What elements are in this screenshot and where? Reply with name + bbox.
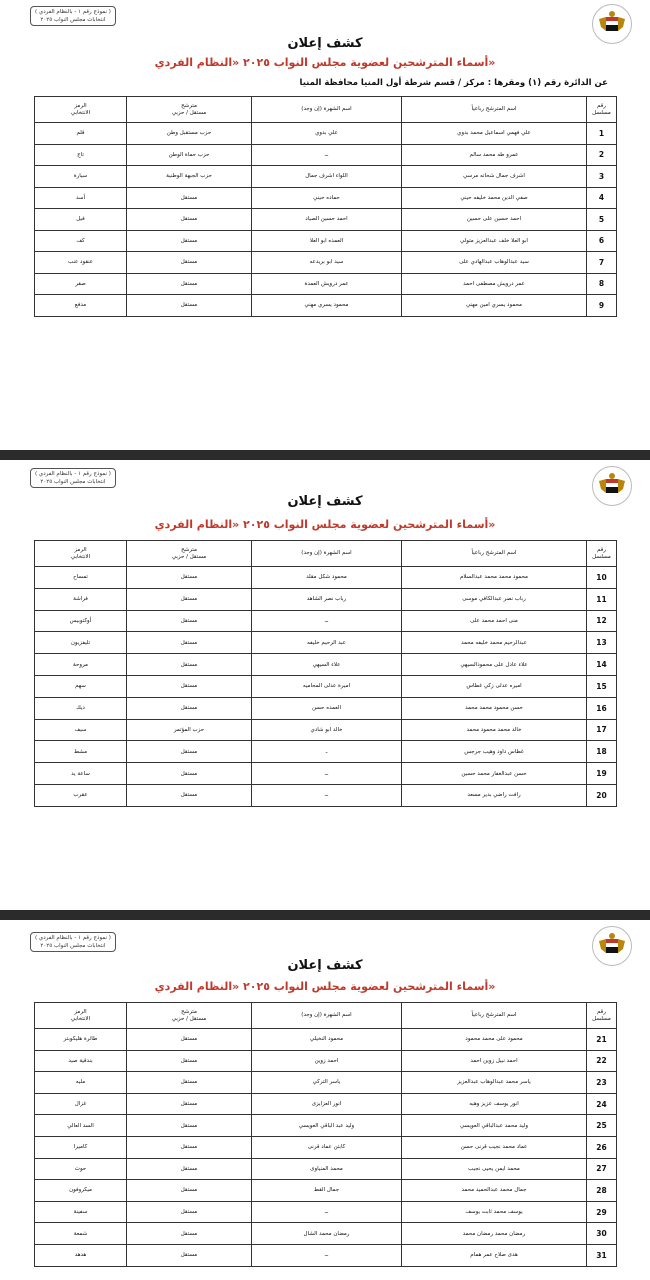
table-row (35, 273, 617, 295)
candidate-name: احمد نبيل زوين احمد (402, 1050, 587, 1072)
election-symbol: عنقود عنب (35, 252, 127, 274)
table-row (35, 632, 617, 654)
symbol-header-line: الانتخابي (70, 553, 91, 560)
candidate-nickname: كابتن عماد قرنى (252, 1136, 402, 1158)
page-title: كشف إعلان (287, 36, 363, 51)
table-row (35, 295, 617, 317)
election-symbol: شمعة (35, 1223, 127, 1245)
stamp-line: انتخابات مجلس النواب ٢٠٢٥ (40, 17, 106, 23)
candidate-type: مستقل (127, 763, 252, 785)
table-row (35, 187, 617, 209)
row-number: 1 (587, 123, 617, 145)
election-symbol: فيل (35, 209, 127, 231)
election-symbol: سيف (35, 719, 127, 741)
candidate-type-header-line: مستقل / حزبي (171, 109, 207, 116)
num-header (587, 541, 617, 567)
row-number: 21 (587, 1029, 617, 1051)
num-header-line: مسلسل (592, 109, 611, 116)
table-row (35, 1050, 617, 1072)
candidate-name: عماد محمد نجيب قرنى حسن (402, 1136, 587, 1158)
candidate-nickname: محمود يسري مهني (252, 295, 402, 317)
num-header (587, 1003, 617, 1029)
candidate-type: مستقل (127, 741, 252, 763)
election-symbol: كاميرا (35, 1136, 127, 1158)
candidate-name: علاء عادل على محمودالسيهي (402, 654, 587, 676)
candidate-nickname: علي بدوي (252, 123, 402, 145)
election-symbol: مشط (35, 741, 127, 763)
candidate-type: مستقل (127, 1093, 252, 1115)
election-symbol: هدهد (35, 1244, 127, 1266)
table-row (35, 1072, 617, 1094)
candidate-name: خالد محمد محمود محمد (402, 719, 587, 741)
num-header-line: مسلسل (592, 553, 611, 560)
row-number: 6 (587, 230, 617, 252)
candidate-nickname: محمود النخيلي (252, 1029, 402, 1051)
page-subtitle: أسماء المترشحين لعضوية مجلس النواب ٢٠٢٥ «النظام الفردي» (154, 980, 496, 993)
candidate-nickname: ــ (252, 144, 402, 166)
candidate-type-header-line: مترشح (181, 546, 197, 553)
candidate-type-header (127, 1003, 252, 1029)
candidate-name: محمود على محمد محمود (402, 1029, 587, 1051)
candidate-nickname: اميرة عدلى المحاميه (252, 675, 402, 697)
election-symbol: مليه (35, 1072, 127, 1094)
candidate-name: ياسر محمد عبدالوهاب عبدالعزيز (402, 1072, 587, 1094)
candidate-name: محمود يسري امين مهني (402, 295, 587, 317)
candidate-nickname: محمود شكل مقلد (252, 567, 402, 589)
candidate-name: انور يوسف عزيز وهبه (402, 1093, 587, 1115)
candidate-name: عمرو طه محمد سالم (402, 144, 587, 166)
candidate-name: احمد حسين على حسين (402, 209, 587, 231)
election-symbol: قلم (35, 123, 127, 145)
candidate-type: حزب المؤتمر (127, 719, 252, 741)
table-row (35, 719, 617, 741)
table-row (35, 1115, 617, 1137)
election-symbol: مدفع (35, 295, 127, 317)
table-row (35, 1029, 617, 1051)
election-symbol: تليفزيون (35, 632, 127, 654)
candidate-name: هدى صلاح عمر همام (402, 1244, 587, 1266)
candidate-nickname: العمده ابو العلا (252, 230, 402, 252)
candidate-name: يوسف محمد ثابت يوسف (402, 1201, 587, 1223)
candidate-type: مستقل (127, 1029, 252, 1051)
table-row (35, 1223, 617, 1245)
candidate-name: صفي الدين محمد خليفه حيني (402, 187, 587, 209)
table-row (35, 675, 617, 697)
election-symbol: السد العالي (35, 1115, 127, 1137)
candidate-nickname: انور العزايزى (252, 1093, 402, 1115)
table-header-row (35, 97, 617, 123)
election-symbol: غزال (35, 1093, 127, 1115)
election-symbol: أسد (35, 187, 127, 209)
candidate-type: حزب مستقبل وطن (127, 123, 252, 145)
candidate-name: جمال محمد عبدالحميد محمد (402, 1180, 587, 1202)
candidate-nickname: رمضان محمد الشال (252, 1223, 402, 1245)
stamp-line: ( نموذج رقم ١ - بالنظام الفردي ) (35, 935, 111, 941)
table-row (35, 1180, 617, 1202)
candidate-type: مستقل (127, 588, 252, 610)
candidate-type: مستقل (127, 187, 252, 209)
election-symbol: كف (35, 230, 127, 252)
candidate-type: مستقل (127, 273, 252, 295)
row-number: 11 (587, 588, 617, 610)
candidate-type: مستقل (127, 1050, 252, 1072)
candidate-type: مستقل (127, 1115, 252, 1137)
candidate-nickname: عبد الرحيم خليفه (252, 632, 402, 654)
num-header (587, 97, 617, 123)
election-symbol: سيارة (35, 166, 127, 188)
candidate-type: مستقل (127, 632, 252, 654)
table-row (35, 1136, 617, 1158)
row-number: 8 (587, 273, 617, 295)
stamp-line: انتخابات مجلس النواب ٢٠٢٥ (40, 479, 106, 485)
row-number: 9 (587, 295, 617, 317)
row-number: 3 (587, 166, 617, 188)
candidate-nickname: محمد المنياوى (252, 1158, 402, 1180)
symbol-header-line: الانتخابي (70, 109, 91, 116)
page-subtitle: أسماء المترشحين لعضوية مجلس النواب ٢٠٢٥ «النظام الفردي» (154, 56, 496, 69)
candidate-type: مستقل (127, 675, 252, 697)
candidate-nickname: ــ (252, 1201, 402, 1223)
symbol-header-line: الرمز (74, 102, 87, 109)
table-header-row (35, 1003, 617, 1029)
row-number: 10 (587, 567, 617, 589)
symbol-header-line: الانتخابي (70, 1015, 91, 1022)
table-row (35, 610, 617, 632)
page-subtitle: أسماء المترشحين لعضوية مجلس النواب ٢٠٢٥ «النظام الفردي» (154, 518, 496, 531)
candidate-nickname: العمده حسن (252, 697, 402, 719)
table-row (35, 654, 617, 676)
candidate-nickname: جمال القط (252, 1180, 402, 1202)
candidate-type: مستقل (127, 654, 252, 676)
candidate-type: مستقل (127, 697, 252, 719)
row-number: 24 (587, 1093, 617, 1115)
table-row (35, 144, 617, 166)
election-symbol: فراشة (35, 588, 127, 610)
candidate-nickname: ياسر التركي (252, 1072, 402, 1094)
table-row (35, 1158, 617, 1180)
election-symbol: حوت (35, 1158, 127, 1180)
row-number: 5 (587, 209, 617, 231)
candidate-nickname: وليد عبد الباقي العويسي (252, 1115, 402, 1137)
row-number: 19 (587, 763, 617, 785)
symbol-header (35, 97, 127, 123)
candidate-name: اشرف جمال شحاته مرسي (402, 166, 587, 188)
candidate-name: سيد عبدالوهاب عبدالهادي على (402, 252, 587, 274)
row-number: 26 (587, 1136, 617, 1158)
document-page-3 (0, 920, 650, 1280)
table-row (35, 741, 617, 763)
nickname-header: اسم الشهرة (إن وجد) (252, 97, 402, 123)
row-number: 31 (587, 1244, 617, 1266)
candidate-nickname: رباب نصر الشاهد (252, 588, 402, 610)
candidate-type: مستقل (127, 209, 252, 231)
name-header: اسم المترشح رباعياً (402, 541, 587, 567)
district-line: عن الدائرة رقم (١) ومقرها : مركز / قسم شرطة أول المنيا محافظة المنيا (299, 78, 608, 88)
table-row (35, 567, 617, 589)
page-separator (0, 910, 650, 920)
candidate-type: مستقل (127, 1136, 252, 1158)
stamp-line: ( نموذج رقم ١ - بالنظام الفردي ) (35, 471, 111, 477)
row-number: 14 (587, 654, 617, 676)
row-number: 12 (587, 610, 617, 632)
candidate-name: محمد ايمن يحيى نجيب (402, 1158, 587, 1180)
row-number: 22 (587, 1050, 617, 1072)
stamp-line: انتخابات مجلس النواب ٢٠٢٥ (40, 943, 106, 949)
candidate-name: رمضان محمد رمضان محمد (402, 1223, 587, 1245)
candidate-type: حزب الجبهة الوطنية (127, 166, 252, 188)
candidate-type: مستقل (127, 1158, 252, 1180)
row-number: 15 (587, 675, 617, 697)
table-header-row (35, 541, 617, 567)
row-number: 17 (587, 719, 617, 741)
candidate-nickname: احمد حسين الصياد (252, 209, 402, 231)
candidate-name: اميره عدلى زكي غطاس (402, 675, 587, 697)
election-symbol: تاج (35, 144, 127, 166)
election-symbol: بندقية صيد (35, 1050, 127, 1072)
table-row (35, 697, 617, 719)
election-symbol: تمساح (35, 567, 127, 589)
form-stamp (30, 6, 116, 26)
candidate-type: مستقل (127, 1201, 252, 1223)
row-number: 13 (587, 632, 617, 654)
candidate-type-header-line: مترشح (181, 102, 197, 109)
candidate-nickname: اللواء اشرف جمال (252, 166, 402, 188)
row-number: 16 (587, 697, 617, 719)
candidate-name: رافت راضي بدير مسعد (402, 784, 587, 806)
row-number: 20 (587, 784, 617, 806)
row-number: 4 (587, 187, 617, 209)
candidate-nickname: سيد ابو بريدعه (252, 252, 402, 274)
form-stamp (30, 932, 116, 952)
candidate-type-header-line: مستقل / حزبي (171, 1015, 207, 1022)
candidate-type-header-line: مستقل / حزبي (171, 553, 207, 560)
candidate-type: مستقل (127, 252, 252, 274)
row-number: 25 (587, 1115, 617, 1137)
candidates-table (34, 540, 617, 807)
num-header-line: مسلسل (592, 1015, 611, 1022)
candidates-table (34, 96, 617, 317)
candidate-name: عبدالرحيم محمد خليفه محمد (402, 632, 587, 654)
candidate-name: ابو العلا خلف عبدالعزيز متولي (402, 230, 587, 252)
candidate-type: مستقل (127, 784, 252, 806)
num-header-line: رقم (597, 1008, 606, 1015)
row-number: 2 (587, 144, 617, 166)
candidate-nickname: ــ (252, 784, 402, 806)
candidate-type: مستقل (127, 1072, 252, 1094)
row-number: 30 (587, 1223, 617, 1245)
num-header-line: رقم (597, 546, 606, 553)
candidate-nickname: ــ (252, 1244, 402, 1266)
candidate-type-header (127, 97, 252, 123)
candidate-name: منى احمد محمد على (402, 610, 587, 632)
candidate-type: مستقل (127, 1244, 252, 1266)
document-page-1 (0, 0, 650, 450)
candidate-name: علي فهمي اسماعيل محمد بدوي (402, 123, 587, 145)
candidate-nickname: ـ (252, 741, 402, 763)
row-number: 29 (587, 1201, 617, 1223)
election-symbol: عقرب (35, 784, 127, 806)
candidate-type: مستقل (127, 567, 252, 589)
nickname-header: اسم الشهرة (إن وجد) (252, 1003, 402, 1029)
candidate-type-header-line: مترشح (181, 1008, 197, 1015)
candidate-type: مستقل (127, 1223, 252, 1245)
table-row (35, 123, 617, 145)
table-row (35, 1201, 617, 1223)
table-row (35, 763, 617, 785)
candidate-name: حسن عبدالغفار محمد حسين (402, 763, 587, 785)
page-separator (0, 450, 650, 460)
election-symbol: صقر (35, 273, 127, 295)
symbol-header-line: الرمز (74, 1008, 87, 1015)
candidate-name: محمود محمد محمد عبدالسلام (402, 567, 587, 589)
candidate-type: حزب حماة الوطن (127, 144, 252, 166)
nickname-header: اسم الشهرة (إن وجد) (252, 541, 402, 567)
page-title: كشف إعلان (287, 958, 363, 973)
candidate-nickname: ــ (252, 763, 402, 785)
election-symbol: ساعة يد (35, 763, 127, 785)
table-row (35, 588, 617, 610)
candidate-name: وليد محمد عبدالباقي العويسي (402, 1115, 587, 1137)
candidate-type: مستقل (127, 230, 252, 252)
form-stamp (30, 468, 116, 488)
candidate-type-header (127, 541, 252, 567)
row-number: 28 (587, 1180, 617, 1202)
candidate-nickname: عمر درويش العمدة (252, 273, 402, 295)
candidate-type: مستقل (127, 610, 252, 632)
stamp-line: ( نموذج رقم ١ - بالنظام الفردي ) (35, 9, 111, 15)
row-number: 27 (587, 1158, 617, 1180)
election-symbol: ميكروفون (35, 1180, 127, 1202)
row-number: 7 (587, 252, 617, 274)
election-symbol: مروحة (35, 654, 127, 676)
table-row (35, 230, 617, 252)
document-page-2 (0, 460, 650, 910)
election-symbol: سهم (35, 675, 127, 697)
symbol-header (35, 1003, 127, 1029)
num-header-line: رقم (597, 102, 606, 109)
symbol-header (35, 541, 127, 567)
candidate-name: رباب نصر عبدالكافي موسى (402, 588, 587, 610)
name-header: اسم المترشح رباعياً (402, 1003, 587, 1029)
name-header: اسم المترشح رباعياً (402, 97, 587, 123)
candidate-name: غطاس داود وهيب جرجس (402, 741, 587, 763)
page-title: كشف إعلان (287, 494, 363, 509)
candidate-nickname: حماده حيني (252, 187, 402, 209)
candidates-table (34, 1002, 617, 1267)
candidate-nickname: خالد ابو شادي (252, 719, 402, 741)
candidate-nickname: ــ (252, 610, 402, 632)
table-row (35, 1244, 617, 1266)
candidate-type: مستقل (127, 1180, 252, 1202)
election-symbol: سفينة (35, 1201, 127, 1223)
candidate-name: حسن محمود محمد محمد (402, 697, 587, 719)
candidate-type: مستقل (127, 295, 252, 317)
candidate-nickname: احمد زوين (252, 1050, 402, 1072)
election-symbol: طائرة هليكوبتر (35, 1029, 127, 1051)
symbol-header-line: الرمز (74, 546, 87, 553)
candidate-name: عمر درويش مصطفى احمد (402, 273, 587, 295)
election-symbol: أوكتوبيس (35, 610, 127, 632)
table-row (35, 1093, 617, 1115)
table-row (35, 166, 617, 188)
candidate-nickname: علاء السيهي (252, 654, 402, 676)
table-row (35, 252, 617, 274)
row-number: 23 (587, 1072, 617, 1094)
election-symbol: ديك (35, 697, 127, 719)
table-row (35, 209, 617, 231)
row-number: 18 (587, 741, 617, 763)
table-row (35, 784, 617, 806)
